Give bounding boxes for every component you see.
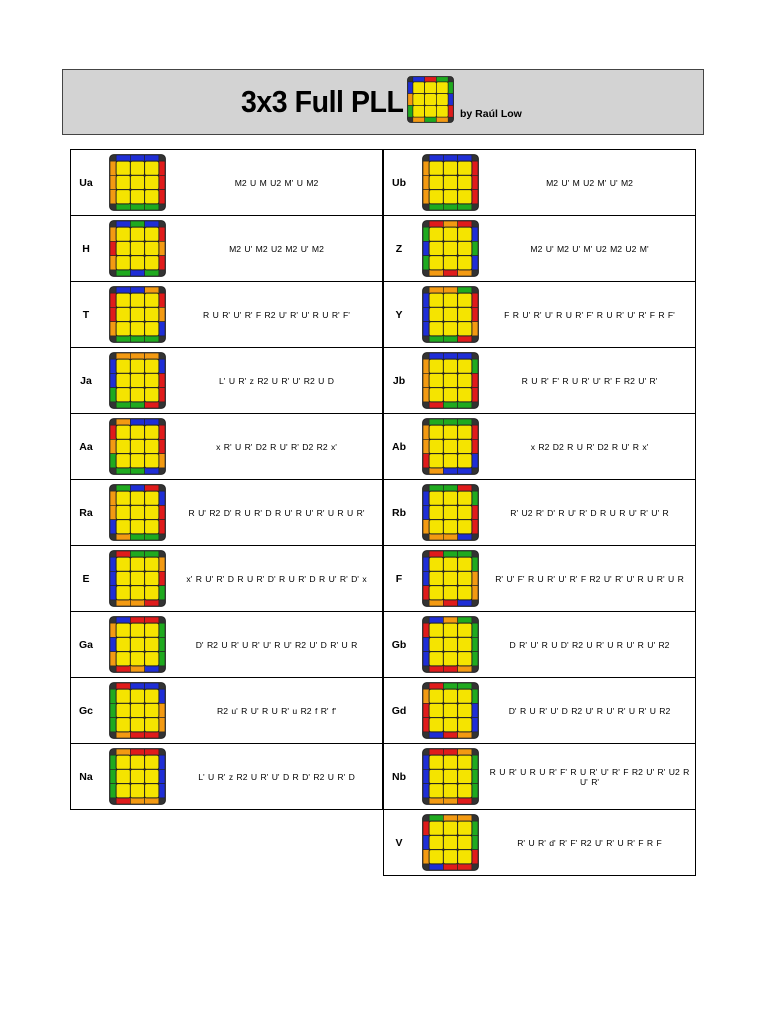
pll-case-name: Gc — [78, 704, 93, 717]
pll-cube-diagram — [422, 748, 479, 805]
page-title: 3x3 Full PLL — [241, 84, 404, 119]
pll-case-name: Ub — [392, 176, 406, 189]
pll-cube-diagram-wrap — [109, 748, 166, 805]
pll-case-ua — [70, 149, 383, 216]
pll-cube-diagram — [109, 352, 166, 409]
pll-case-jb — [383, 347, 696, 414]
pll-algorithm: R U R' U R U R' F' R U R' U' R' F R2 U' R' U2 R U' R' — [489, 766, 690, 787]
pll-case-name: Aa — [79, 440, 93, 453]
pll-cube-diagram — [422, 484, 479, 541]
pll-cube-diagram — [109, 616, 166, 673]
pll-cube-diagram — [109, 418, 166, 475]
pll-cube-diagram-wrap — [422, 484, 479, 541]
pll-case-h — [70, 215, 383, 282]
pll-algorithm: D' R U R' U' D R2 U' R U' R' U R' U R2 — [508, 705, 671, 716]
pll-algorithm: R U R' F' R U R' U' R' F R2 U' R' — [521, 375, 658, 386]
pll-case-t — [70, 281, 383, 348]
pll-case-name: Ra — [79, 506, 93, 519]
author-credit: by Raúl Low — [460, 108, 522, 120]
pll-algorithm: R' U2 R' D' R U' R' D R U R U' R' U' R — [510, 507, 669, 518]
pll-case-rb — [383, 479, 696, 546]
pll-case-name: T — [82, 308, 90, 321]
pll-algorithm: M2 U' M U2 M' U' M2 — [546, 177, 633, 188]
pll-cube-diagram — [422, 352, 479, 409]
pll-algorithm: x R2 D2 R U R' D2 R U' R x' — [530, 441, 649, 452]
pll-algorithm: R2 u' R U' R U R' u R2 f R' f' — [216, 705, 336, 716]
pll-case-name: Ab — [392, 440, 406, 453]
pll-case-name: Rb — [392, 506, 406, 519]
pll-cube-diagram-wrap — [422, 682, 479, 739]
pll-cube-diagram-wrap — [109, 154, 166, 211]
pll-cube-diagram — [422, 616, 479, 673]
pll-cube-diagram — [109, 550, 166, 607]
pll-case-name: Gd — [391, 704, 407, 717]
pll-case-name: E — [82, 572, 90, 585]
pll-cube-diagram-wrap — [422, 550, 479, 607]
pll-cube-diagram — [422, 814, 479, 871]
pll-cube-diagram — [422, 154, 479, 211]
pll-case-ra — [70, 479, 383, 546]
pll-cube-diagram-wrap — [422, 616, 479, 673]
pll-cube-diagram — [109, 220, 166, 277]
pll-case-ga — [70, 611, 383, 678]
pll-cube-diagram-wrap — [422, 352, 479, 409]
pll-case-name: H — [82, 242, 90, 255]
pll-cube-diagram-wrap — [109, 286, 166, 343]
pll-cube-diagram — [422, 682, 479, 739]
pll-cube-diagram-wrap — [422, 220, 479, 277]
pll-case-f — [383, 545, 696, 612]
pll-case-v — [383, 809, 696, 876]
pll-case-e — [70, 545, 383, 612]
pll-algorithm: M2 U' M2 U' M' U2 M2 U2 M' — [530, 243, 649, 254]
pll-algorithm: x' R U' R' D R U R' D' R U R' D R U' R' D' x — [186, 573, 367, 584]
pll-case-z — [383, 215, 696, 282]
pll-case-na — [70, 743, 383, 810]
pll-case-name: Na — [79, 770, 93, 783]
pll-algorithm: M2 U M U2 M' U M2 — [234, 177, 319, 188]
pll-algorithm: R U R' U' R' F R2 U' R' U' R U R' F' — [203, 309, 350, 320]
pll-case-name: Y — [395, 308, 403, 321]
pll-case-aa — [70, 413, 383, 480]
pll-case-gb — [383, 611, 696, 678]
pll-case-gc — [70, 677, 383, 744]
pll-cube-diagram-wrap — [109, 352, 166, 409]
pll-case-ab — [383, 413, 696, 480]
pll-cube-diagram — [109, 286, 166, 343]
pll-cube-diagram-wrap — [109, 484, 166, 541]
pll-algorithm: F R U' R' U' R U R' F' R U R' U' R' F R F' — [504, 309, 675, 320]
pll-case-name: Ja — [80, 374, 92, 387]
pll-column-left — [70, 149, 383, 810]
pll-case-name: V — [395, 836, 403, 849]
pll-cube-diagram-wrap — [109, 220, 166, 277]
pll-case-name: Z — [395, 242, 403, 255]
pll-cube-diagram-wrap — [422, 748, 479, 805]
pll-cube-diagram — [422, 550, 479, 607]
pll-cube-diagram-wrap — [109, 550, 166, 607]
pll-algorithm: L' U R' z R2 U R' U' D R D' R2 U R' D — [198, 771, 355, 782]
pll-algorithm: L' U R' z R2 U R' U' R2 U D — [219, 375, 334, 386]
pll-column-right — [383, 149, 696, 876]
pll-case-name: Ga — [78, 638, 93, 651]
pll-cube-diagram — [422, 286, 479, 343]
pll-cube-diagram — [109, 154, 166, 211]
pll-cube-diagram — [109, 748, 166, 805]
pll-algorithm: D R' U' R U D' R2 U R' U R U' R U' R2 — [509, 639, 670, 650]
pll-case-name: Jb — [392, 374, 406, 387]
pll-case-name: Gb — [391, 638, 407, 651]
pll-cube-diagram-wrap — [109, 682, 166, 739]
rubiks-cube-icon — [407, 76, 454, 123]
pll-cube-diagram-wrap — [422, 418, 479, 475]
pll-cube-diagram — [422, 220, 479, 277]
page-header — [62, 69, 704, 135]
pll-case-name: Nb — [392, 770, 406, 783]
pll-case-name: F — [395, 572, 403, 585]
pll-algorithm: R U' R2 D' R U R' D R U' R U' R' U R U R' — [188, 507, 365, 518]
pll-algorithm: x R' U R' D2 R U' R' D2 R2 x' — [216, 441, 337, 452]
pll-cube-diagram-wrap — [109, 616, 166, 673]
pll-cube-diagram — [109, 484, 166, 541]
pll-case-name: Ua — [79, 176, 93, 189]
pll-cube-diagram — [422, 418, 479, 475]
pll-case-nb — [383, 743, 696, 810]
pll-cube-diagram — [109, 682, 166, 739]
pll-cube-diagram-wrap — [422, 286, 479, 343]
pll-case-gd — [383, 677, 696, 744]
pll-cube-diagram-wrap — [422, 814, 479, 871]
pll-algorithm: D' R2 U R' U R' U' R U' R2 U' D R' U R — [195, 639, 358, 650]
pll-algorithm: M2 U' M2 U2 M2 U' M2 — [229, 243, 324, 254]
pll-algorithm: R' U' F' R U R' U' R' F R2 U' R' U' R U R' U R — [495, 573, 684, 584]
pll-case-ub — [383, 149, 696, 216]
pll-case-ja — [70, 347, 383, 414]
pll-case-y — [383, 281, 696, 348]
pll-cube-diagram — [407, 76, 454, 123]
pll-cube-diagram-wrap — [422, 154, 479, 211]
pll-algorithm: R' U R' d' R' F' R2 U' R' U R' F R F — [517, 837, 662, 848]
pll-cube-diagram-wrap — [109, 418, 166, 475]
